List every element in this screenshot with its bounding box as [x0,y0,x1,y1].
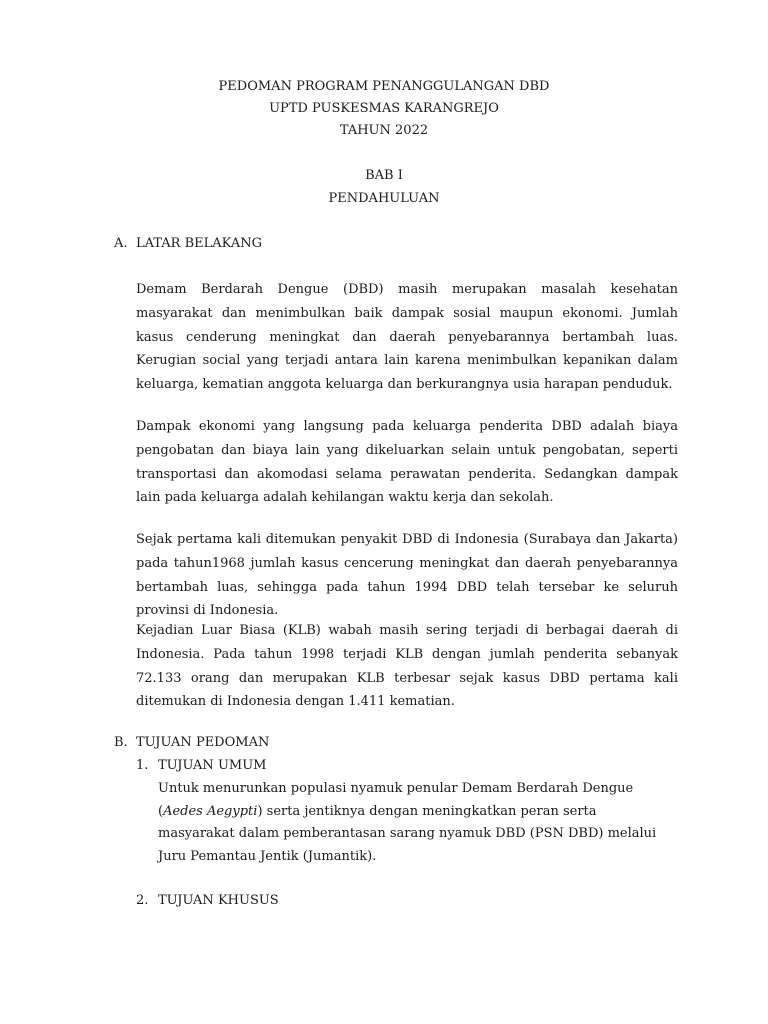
subsection-2-heading: TUJUAN KHUSUS [158,893,279,908]
subsection-1-text [158,778,658,868]
chapter-number: BAB I [365,168,403,183]
section-a-paragraph-4: Kejadian Luar Biasa (KLB) wabah masih sering terjadi di berbagai daerah di Indonesia. Pada tahun 1998 terjadi KLB dengan jumlah penderita sebanyak 72.133 orang dan merupakan KLB terbesar sejak kasus DBD pertama kali ditemukan di Indonesia dengan 1.411 kematian. [136,623,678,710]
section-a-paragraph-3: Sejak pertama kali ditemukan penyakit DBD di Indonesia (Surabaya dan Jakarta) pada tahun1968 jumlah kasus cencerung meningkat dan daerah penyebarannya bertambah luas, sehingga pada tahun 1994 DBD telah tersebar ke seluruh provinsi di Indonesia. [136,532,678,619]
subsection-1-text-before: Untuk menurunkan populasi nyamuk penular Demam Berdarah Dengue ( [158,781,634,819]
section-a-paragraph-2: Dampak ekonomi yang langsung pada keluarga penderita DBD adalah biaya pengobatan dan biaya lain yang dikeluarkan selain untuk pengobatan, seperti transportasi dan akomodasi selama perawatan penderita. Sedangkan dampak lain pada keluarga adalah kehilangan waktu kerja dan sekolah. [136,419,678,506]
section-a-heading: LATAR BELAKANG [136,236,262,251]
subsection-1-heading: TUJUAN UMUM [158,758,267,773]
subsection-1-text-after: ) serta jentiknya dengan meningkatkan peran serta masyarakat dalam pemberantasan sarang nyamuk DBD (PSN DBD) melalui Juru Pemantau Jentik (Jumantik). [158,803,657,864]
subsection-2-number: 2. [136,893,149,908]
section-a-paragraph-1: Demam Berdarah Dengue (DBD) masih merupakan masalah kesehatan masyarakat dan menimbulkan baik dampak sosial maupun ekonomi. Jumlah kasus cenderung meningkat dan daerah penyebarannya bertambah luas. Kerugian social yang terjadi antara lain karena menimbulkan kepanikan dalam keluarga, kematian anggota keluarga dan berkurangnya usia harapan penduduk. [136,282,678,393]
chapter-name: PENDAHULUAN [328,191,440,206]
document-title-line-1: PEDOMAN PROGRAM PENANGGULANGAN DBD [218,79,550,94]
species-name: Aedes Aegypti [163,803,258,819]
section-a-marker: A. [114,236,128,251]
section-b-marker: B. [114,735,128,750]
document-title-line-2: UPTD PUSKESMAS KARANGREJO [269,101,499,116]
subsection-1-number: 1. [136,758,149,773]
section-b-heading: TUJUAN PEDOMAN [136,735,270,750]
document-title-line-3: TAHUN 2022 [339,123,429,138]
